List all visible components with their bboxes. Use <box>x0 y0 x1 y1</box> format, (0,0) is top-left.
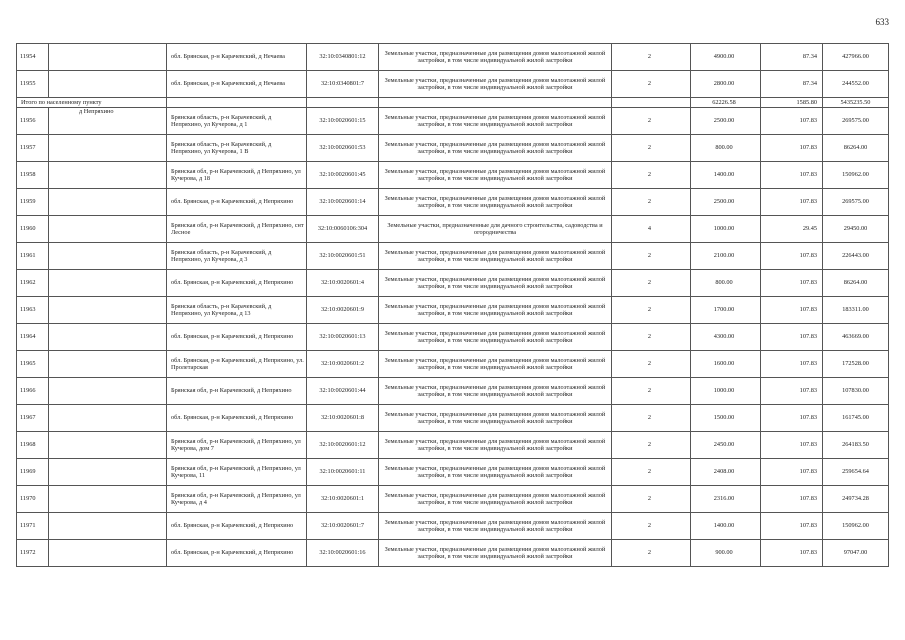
land-use-cell: Земельные участки, предназначенные для дачного строительства, садоводства и огородничества <box>379 216 612 243</box>
group-cell: 2 <box>612 108 691 135</box>
land-use-cell: Земельные участки, предназначенные для размещения домов малоэтажной жилой застройки, в том числе индивидуальной жилой застройки <box>379 189 612 216</box>
row-number-cell: 11971 <box>17 513 49 540</box>
specific-value-cell: 29.45 <box>761 216 823 243</box>
row-number-cell: 11958 <box>17 162 49 189</box>
cadastral-value-cell: 107830.00 <box>823 378 889 405</box>
area-cell: 1000.00 <box>691 216 761 243</box>
cadastral-number-cell: 32:10:0020601:12 <box>307 432 379 459</box>
address-cell: Брянская область, р-н Карачевский, д Непряхино, ул Кучерова, 1 В <box>167 135 307 162</box>
specific-value-cell: 87.34 <box>761 44 823 71</box>
table-row <box>17 486 889 513</box>
table-row <box>17 270 889 297</box>
group-cell: 2 <box>612 432 691 459</box>
settlement-cell <box>49 459 167 486</box>
table-row <box>17 44 889 71</box>
specific-value-cell: 87.34 <box>761 71 823 98</box>
cadastral-value-cell: 150962.00 <box>823 162 889 189</box>
settlement-name-cell: д Непряхино <box>49 108 167 135</box>
area-cell: 2408.00 <box>691 459 761 486</box>
cadastral-number-cell: 32:10:0020601:2 <box>307 351 379 378</box>
address-cell: Брянская область, р-н Карачевский, д Непряхино, ул Кучерова, д 13 <box>167 297 307 324</box>
row-number-cell: 11961 <box>17 243 49 270</box>
row-number-cell: 11954 <box>17 44 49 71</box>
empty-cell <box>379 98 612 108</box>
land-use-cell: Земельные участки, предназначенные для размещения домов малоэтажной жилой застройки, в том числе индивидуальной жилой застройки <box>379 540 612 567</box>
settlement-cell <box>49 405 167 432</box>
settlement-cell <box>49 162 167 189</box>
land-use-cell: Земельные участки, предназначенные для размещения домов малоэтажной жилой застройки, в том числе индивидуальной жилой застройки <box>379 324 612 351</box>
address-cell: Брянская обл, р-н Карачевский, д Непряхино, снт Лесное <box>167 216 307 243</box>
row-number-cell: 11969 <box>17 459 49 486</box>
group-cell: 2 <box>612 44 691 71</box>
table-row <box>17 513 889 540</box>
group-cell: 2 <box>612 486 691 513</box>
area-cell: 2500.00 <box>691 189 761 216</box>
specific-value-cell: 107.83 <box>761 162 823 189</box>
group-cell: 2 <box>612 297 691 324</box>
address-cell: Брянская обл, р-н Карачевский, д Непряхино, ул Кучерова, д 18 <box>167 162 307 189</box>
group-cell: 2 <box>612 189 691 216</box>
settlement-cell <box>49 216 167 243</box>
address-cell: обл. Брянская, р-н Карачевский, д Нечаева <box>167 71 307 98</box>
group-cell: 2 <box>612 135 691 162</box>
cadastral-value-table <box>16 43 889 567</box>
specific-value-cell: 107.83 <box>761 189 823 216</box>
table-row <box>17 540 889 567</box>
row-number-cell: 11972 <box>17 540 49 567</box>
address-cell: обл. Брянская, р-н Карачевский, д Непряхино <box>167 189 307 216</box>
address-cell: обл. Брянская, р-н Карачевский, д Нечаева <box>167 44 307 71</box>
empty-cell <box>307 98 379 108</box>
row-number-cell: 11966 <box>17 378 49 405</box>
address-cell: обл. Брянская, р-н Карачевский, д Непряхино <box>167 270 307 297</box>
cadastral-value-cell: 269575.00 <box>823 108 889 135</box>
table-row <box>17 432 889 459</box>
settlement-cell <box>49 297 167 324</box>
area-cell: 2500.00 <box>691 108 761 135</box>
address-cell: Брянская обл, р-н Карачевский, д Непряхино <box>167 378 307 405</box>
row-number-cell: 11959 <box>17 189 49 216</box>
group-cell: 2 <box>612 378 691 405</box>
settlement-cell <box>49 44 167 71</box>
specific-value-cell: 107.83 <box>761 324 823 351</box>
land-use-cell: Земельные участки, предназначенные для размещения домов малоэтажной жилой застройки, в том числе индивидуальной жилой застройки <box>379 351 612 378</box>
row-number-cell: 11957 <box>17 135 49 162</box>
land-use-cell: Земельные участки, предназначенные для размещения домов малоэтажной жилой застройки, в том числе индивидуальной жилой застройки <box>379 513 612 540</box>
table-row <box>17 71 889 98</box>
settlement-cell <box>49 351 167 378</box>
address-cell: Брянская обл, р-н Карачевский, д Непряхино, ул Кучерова, д 4 <box>167 486 307 513</box>
land-use-cell: Земельные участки, предназначенные для размещения домов малоэтажной жилой застройки, в том числе индивидуальной жилой застройки <box>379 459 612 486</box>
specific-value-cell: 107.83 <box>761 297 823 324</box>
land-use-cell: Земельные участки, предназначенные для размещения домов малоэтажной жилой застройки, в том числе индивидуальной жилой застройки <box>379 297 612 324</box>
address-cell: Брянская обл, р-н Карачевский, д Непряхино, ул Кучерова, 11 <box>167 459 307 486</box>
group-cell: 2 <box>612 243 691 270</box>
land-use-cell: Земельные участки, предназначенные для размещения домов малоэтажной жилой застройки, в том числе индивидуальной жилой застройки <box>379 71 612 98</box>
group-cell: 2 <box>612 324 691 351</box>
cadastral-number-cell: 32:10:0020601:45 <box>307 162 379 189</box>
cadastral-value-cell: 463669.00 <box>823 324 889 351</box>
settlement-cell <box>49 486 167 513</box>
specific-value-cell: 107.83 <box>761 432 823 459</box>
area-cell: 4900.00 <box>691 44 761 71</box>
cadastral-number-cell: 32:10:0020601:44 <box>307 378 379 405</box>
address-cell: обл. Брянская, р-н Карачевский, д Непряхино <box>167 513 307 540</box>
specific-value-cell: 107.83 <box>761 378 823 405</box>
cadastral-value-cell: 249734.28 <box>823 486 889 513</box>
table-row <box>17 162 889 189</box>
cadastral-number-cell: 32:10:0020601:14 <box>307 189 379 216</box>
specific-value-cell: 107.83 <box>761 540 823 567</box>
cadastral-number-cell: 32:10:0020601:13 <box>307 324 379 351</box>
land-use-cell: Земельные участки, предназначенные для размещения домов малоэтажной жилой застройки, в том числе индивидуальной жилой застройки <box>379 44 612 71</box>
specific-value-cell: 107.83 <box>761 351 823 378</box>
cadastral-number-cell: 32:10:0020601:7 <box>307 513 379 540</box>
area-cell: 1400.00 <box>691 162 761 189</box>
address-cell: обл. Брянская, р-н Карачевский, д Непряхино <box>167 324 307 351</box>
row-number-cell: 11962 <box>17 270 49 297</box>
group-cell: 4 <box>612 216 691 243</box>
cadastral-value-cell: 150962.00 <box>823 513 889 540</box>
cadastral-value-cell: 86264.00 <box>823 270 889 297</box>
cadastral-number-cell: 32:10:0340801:7 <box>307 71 379 98</box>
settlement-cell <box>49 189 167 216</box>
group-cell: 2 <box>612 405 691 432</box>
settlement-cell <box>49 378 167 405</box>
specific-value-cell: 107.83 <box>761 459 823 486</box>
specific-value-cell: 107.83 <box>761 270 823 297</box>
row-number-cell: 11960 <box>17 216 49 243</box>
specific-value-cell: 107.83 <box>761 486 823 513</box>
area-cell: 1000.00 <box>691 378 761 405</box>
row-number-cell: 11963 <box>17 297 49 324</box>
settlement-cell <box>49 540 167 567</box>
cadastral-number-cell: 32:10:0020601:4 <box>307 270 379 297</box>
cadastral-number-cell: 32:10:0020601:16 <box>307 540 379 567</box>
address-cell: обл. Брянская, р-н Карачевский, д Непряхино <box>167 405 307 432</box>
cadastral-value-cell: 161745.00 <box>823 405 889 432</box>
group-cell: 2 <box>612 513 691 540</box>
group-cell: 2 <box>612 162 691 189</box>
group-cell: 2 <box>612 71 691 98</box>
cadastral-number-cell: 32:10:0060106:304 <box>307 216 379 243</box>
row-number-cell: 11956 <box>17 108 49 135</box>
cadastral-value-cell: 172528.00 <box>823 351 889 378</box>
address-cell: Брянская обл, р-н Карачевский, д Непряхино, ул Кучерова, дом 7 <box>167 432 307 459</box>
settlement-cell <box>49 432 167 459</box>
area-cell: 2100.00 <box>691 243 761 270</box>
row-number-cell: 11965 <box>17 351 49 378</box>
table-row <box>17 108 889 135</box>
area-cell: 900.00 <box>691 540 761 567</box>
row-number-cell: 11955 <box>17 71 49 98</box>
area-cell: 2800.00 <box>691 71 761 98</box>
total-area-cell: 62226.58 <box>691 98 761 108</box>
cadastral-value-cell: 97047.00 <box>823 540 889 567</box>
table-row <box>17 297 889 324</box>
cadastral-value-cell: 244552.00 <box>823 71 889 98</box>
cadastral-number-cell: 32:10:0020601:1 <box>307 486 379 513</box>
area-cell: 2450.00 <box>691 432 761 459</box>
group-cell: 2 <box>612 351 691 378</box>
area-cell: 800.00 <box>691 135 761 162</box>
specific-value-cell: 107.83 <box>761 513 823 540</box>
land-use-cell: Земельные участки, предназначенные для размещения домов малоэтажной жилой застройки, в том числе индивидуальной жилой застройки <box>379 486 612 513</box>
land-use-cell: Земельные участки, предназначенные для размещения домов малоэтажной жилой застройки, в том числе индивидуальной жилой застройки <box>379 405 612 432</box>
row-number-cell: 11968 <box>17 432 49 459</box>
cadastral-value-cell: 183311.00 <box>823 297 889 324</box>
land-use-cell: Земельные участки, предназначенные для размещения домов малоэтажной жилой застройки, в том числе индивидуальной жилой застройки <box>379 432 612 459</box>
settlement-cell <box>49 243 167 270</box>
area-cell: 1400.00 <box>691 513 761 540</box>
empty-cell <box>167 98 307 108</box>
specific-value-cell: 107.83 <box>761 108 823 135</box>
land-use-cell: Земельные участки, предназначенные для размещения домов малоэтажной жилой застройки, в том числе индивидуальной жилой застройки <box>379 162 612 189</box>
group-cell: 2 <box>612 270 691 297</box>
specific-value-cell: 107.83 <box>761 135 823 162</box>
cadastral-number-cell: 32:10:0020601:11 <box>307 459 379 486</box>
settlement-cell <box>49 324 167 351</box>
row-number-cell: 11964 <box>17 324 49 351</box>
address-cell: обл. Брянская, р-н Карачевский, д Непряхино <box>167 540 307 567</box>
group-cell: 2 <box>612 540 691 567</box>
settlement-cell <box>49 513 167 540</box>
land-use-cell: Земельные участки, предназначенные для размещения домов малоэтажной жилой застройки, в том числе индивидуальной жилой застройки <box>379 108 612 135</box>
settlement-total-row <box>17 98 889 108</box>
land-use-cell: Земельные участки, предназначенные для размещения домов малоэтажной жилой застройки, в том числе индивидуальной жилой застройки <box>379 270 612 297</box>
cadastral-value-cell: 269575.00 <box>823 189 889 216</box>
total-cadastral-value-cell: 5435235.50 <box>823 98 889 108</box>
area-cell: 4300.00 <box>691 324 761 351</box>
group-cell: 2 <box>612 459 691 486</box>
address-cell: обл. Брянская, р-н Карачевский, д Непряхино, ул. Пролетарская <box>167 351 307 378</box>
land-use-cell: Земельные участки, предназначенные для размещения домов малоэтажной жилой застройки, в том числе индивидуальной жилой застройки <box>379 135 612 162</box>
specific-value-cell: 107.83 <box>761 243 823 270</box>
area-cell: 1500.00 <box>691 405 761 432</box>
settlement-cell <box>49 135 167 162</box>
cadastral-value-cell: 264183.50 <box>823 432 889 459</box>
cadastral-number-cell: 32:10:0020601:51 <box>307 243 379 270</box>
table-row <box>17 324 889 351</box>
land-use-cell: Земельные участки, предназначенные для размещения домов малоэтажной жилой застройки, в том числе индивидуальной жилой застройки <box>379 378 612 405</box>
total-specific-value-cell: 1585.80 <box>761 98 823 108</box>
area-cell: 2316.00 <box>691 486 761 513</box>
total-label: Итого по населенному пункту <box>17 98 167 108</box>
cadastral-number-cell: 32:10:0020601:9 <box>307 297 379 324</box>
area-cell: 1600.00 <box>691 351 761 378</box>
cadastral-value-cell: 427966.00 <box>823 44 889 71</box>
table-row <box>17 216 889 243</box>
cadastral-value-cell: 226443.00 <box>823 243 889 270</box>
specific-value-cell: 107.83 <box>761 405 823 432</box>
table-row <box>17 189 889 216</box>
table-row <box>17 405 889 432</box>
table-row <box>17 243 889 270</box>
address-cell: Брянская область, р-н Карачевский, д Непряхино, ул Кучерова, д 1 <box>167 108 307 135</box>
table-row <box>17 135 889 162</box>
table-row <box>17 351 889 378</box>
area-cell: 800.00 <box>691 270 761 297</box>
settlement-cell <box>49 270 167 297</box>
row-number-cell: 11970 <box>17 486 49 513</box>
empty-cell <box>612 98 691 108</box>
land-use-cell: Земельные участки, предназначенные для размещения домов малоэтажной жилой застройки, в том числе индивидуальной жилой застройки <box>379 243 612 270</box>
row-number-cell: 11967 <box>17 405 49 432</box>
settlement-cell <box>49 71 167 98</box>
cadastral-number-cell: 32:10:0020601:8 <box>307 405 379 432</box>
area-cell: 1700.00 <box>691 297 761 324</box>
cadastral-value-cell: 29450.00 <box>823 216 889 243</box>
cadastral-number-cell: 32:10:0020601:15 <box>307 108 379 135</box>
cadastral-number-cell: 32:10:0340801:12 <box>307 44 379 71</box>
table-row <box>17 459 889 486</box>
page-number: 633 <box>875 17 889 27</box>
cadastral-number-cell: 32:10:0020601:53 <box>307 135 379 162</box>
table-row <box>17 378 889 405</box>
cadastral-value-cell: 259654.64 <box>823 459 889 486</box>
cadastral-value-cell: 86264.00 <box>823 135 889 162</box>
address-cell: Брянская область, р-н Карачевский, д Непряхино, ул Кучерова, д 3 <box>167 243 307 270</box>
